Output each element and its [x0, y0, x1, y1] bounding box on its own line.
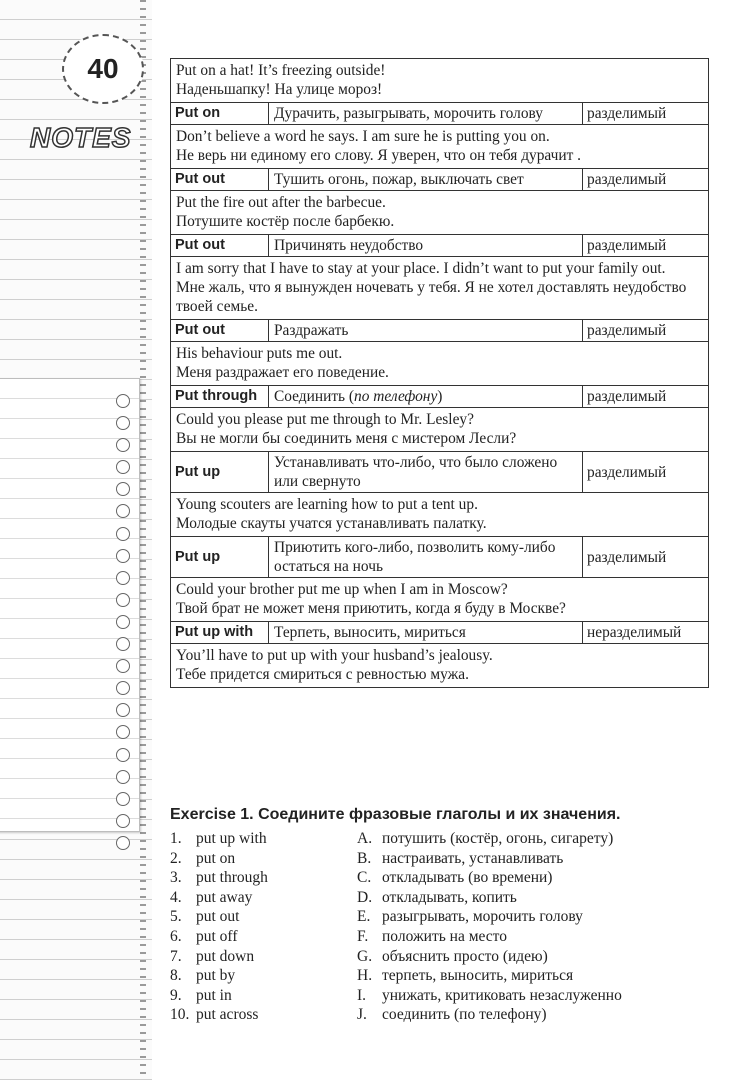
binder-ring-icon [116, 770, 130, 784]
example-english: Don’t believe a word he says. I am sure he is putting you on. [176, 128, 550, 145]
phrasal-verb: Put up [171, 452, 269, 493]
verb-meaning: Устанавливать что-либо, что было сложено или свернуто [269, 452, 583, 493]
item-number: 4. [170, 888, 182, 906]
example-russian: Молодые скауты учатся устанавливать палатку. [176, 515, 487, 532]
binder-ring-icon [116, 615, 130, 629]
verb-type: разделимый [583, 169, 709, 191]
item-letter: B. [357, 849, 372, 867]
meaning-italic: по телефону [354, 388, 438, 405]
item-definition: положить на место [382, 927, 507, 945]
notes-column [0, 0, 152, 1080]
exercise-item [170, 849, 730, 869]
verb-row [171, 103, 709, 125]
phrasal-verb: Put out [171, 320, 269, 342]
verb-meaning: Соединить (по телефону) [269, 386, 583, 408]
verb-meaning: Терпеть, выносить, мириться [269, 622, 583, 644]
example-russian: Твой брат не может меня приютить, когда я буду в Москве? [176, 600, 566, 617]
item-letter: H. [357, 967, 373, 985]
exercise-item [170, 986, 730, 1006]
exercise-item [170, 868, 730, 888]
example-russian: Потушите костёр после барбекю. [176, 213, 395, 230]
item-definition: откладывать (во времени) [382, 869, 553, 887]
phrasal-verb: Put out [171, 235, 269, 257]
item-number: 8. [170, 967, 182, 985]
example-cell [171, 493, 709, 537]
phrasal-verb: Put up with [171, 622, 269, 644]
item-verb: put away [196, 888, 253, 906]
binder-ring-icon [116, 659, 130, 673]
verb-meaning: Тушить огонь, пожар, выключать свет [269, 169, 583, 191]
item-verb: put on [196, 849, 236, 867]
example-cell [171, 59, 709, 103]
phrasal-verbs-table [170, 58, 709, 688]
exercise-item [170, 966, 730, 986]
verb-meaning: Дурачить, разыгрывать, морочить голову [269, 103, 583, 125]
example-cell [171, 191, 709, 235]
binder-ring-icon [116, 504, 130, 518]
item-verb: put by [196, 967, 236, 985]
phrasal-verb: Put up [171, 537, 269, 578]
example-english: Young scouters are learning how to put a tent up. [176, 496, 478, 513]
example-row [171, 644, 709, 688]
example-cell [171, 125, 709, 169]
binder-ring-icon [116, 527, 130, 541]
item-definition: соединить (по телефону) [382, 1006, 547, 1024]
verb-row [171, 320, 709, 342]
item-letter: G. [357, 947, 373, 965]
exercise-list [170, 829, 730, 1025]
item-number: 1. [170, 830, 182, 847]
verb-type: неразделимый [583, 622, 709, 644]
item-definition: потушить (костёр, огонь, сигарету) [382, 830, 614, 847]
item-number: 6. [170, 927, 182, 945]
example-english: Put the fire out after the barbecue. [176, 194, 386, 211]
example-row [171, 257, 709, 320]
verb-type: разделимый [583, 320, 709, 342]
example-row [171, 493, 709, 537]
example-cell [171, 578, 709, 622]
binder-ring-icon [116, 792, 130, 806]
item-letter: E. [357, 908, 371, 926]
exercise-title: Exercise 1. Соедините фразовые глаголы и их значения. [170, 806, 621, 823]
binder-ring-icon [116, 814, 130, 828]
verb-row [171, 537, 709, 578]
item-definition: настраивать, устанавливать [382, 849, 564, 867]
item-letter: I. [357, 986, 367, 1004]
binder-ring-icon [116, 836, 130, 850]
item-verb: put through [196, 869, 268, 887]
page-number: 40 [62, 34, 144, 104]
item-definition: терпеть, выносить, мириться [382, 967, 574, 985]
item-definition: откладывать, копить [382, 888, 517, 906]
example-row [171, 342, 709, 386]
item-definition: разыгрывать, морочить голову [382, 908, 583, 926]
item-number: 9. [170, 986, 182, 1004]
item-letter: J. [357, 1006, 367, 1024]
item-letter: C. [357, 869, 372, 887]
binder-ring-icon [116, 681, 130, 695]
example-english: Put on a hat! It’s freezing outside! [176, 62, 386, 79]
example-row [171, 191, 709, 235]
example-russian: Мне жаль, что я вынужден ночевать у тебя. Я не хотел доставлять неудобство твоей семье. [176, 279, 687, 315]
example-english: You’ll have to put up with your husband’s jealousy. [176, 647, 493, 664]
item-verb: put out [196, 908, 240, 926]
binder-ring-icon [116, 460, 130, 474]
item-verb: put up with [196, 830, 267, 847]
verb-row [171, 386, 709, 408]
item-number: 10. [170, 1006, 190, 1024]
item-number: 5. [170, 908, 182, 926]
exercise-item [170, 907, 730, 927]
verb-type: разделимый [583, 537, 709, 578]
example-row [171, 408, 709, 452]
example-cell [171, 644, 709, 688]
example-russian: Меня раздражает его поведение. [176, 364, 389, 381]
notes-label: NOTES [30, 122, 132, 153]
binder-ring-icon [116, 571, 130, 585]
binder-ring-icon [116, 725, 130, 739]
item-verb: put across [196, 1006, 259, 1024]
phrasal-verb: Put through [171, 386, 269, 408]
example-cell [171, 342, 709, 386]
example-russian: Тебе придется смириться с ревностью мужа. [176, 666, 469, 683]
example-russian: Не верь ни единому его слову. Я уверен, что он тебя дурачит . [176, 147, 582, 164]
item-letter: A. [357, 830, 373, 847]
verb-meaning: Приютить кого-либо, позволить кому-либо остаться на ночь [269, 537, 583, 578]
binder-rings [116, 394, 138, 858]
item-letter: F. [357, 927, 369, 945]
binder-ring-icon [116, 703, 130, 717]
item-verb: put down [196, 947, 255, 965]
example-english: His behaviour puts me out. [176, 345, 343, 362]
exercise-item [170, 829, 730, 849]
example-row [171, 125, 709, 169]
example-english: I am sorry that I have to stay at your place. I didn’t want to put your family out. [176, 260, 666, 277]
example-cell [171, 257, 709, 320]
verb-row [171, 169, 709, 191]
verb-row [171, 622, 709, 644]
verb-meaning: Причинять неудобство [269, 235, 583, 257]
item-number: 7. [170, 947, 182, 965]
item-verb: put in [196, 986, 232, 1004]
verb-row [171, 235, 709, 257]
item-definition: объяснить просто (идею) [382, 947, 548, 965]
example-english: Could you please put me through to Mr. Lesley? [176, 411, 474, 428]
binder-ring-icon [116, 637, 130, 651]
item-number: 2. [170, 849, 182, 867]
exercise-item [170, 1005, 730, 1025]
example-russian: Вы не могли бы соединить меня с мистером Лесли? [176, 430, 517, 447]
exercise-item [170, 888, 730, 908]
item-number: 3. [170, 869, 182, 887]
verb-row [171, 452, 709, 493]
example-russian: Наденьшапку! На улице мороз! [176, 81, 383, 98]
exercise-item [170, 927, 730, 947]
verb-type: разделимый [583, 452, 709, 493]
phrasal-verb: Put on [171, 103, 269, 125]
example-cell [171, 408, 709, 452]
binder-ring-icon [116, 593, 130, 607]
binder-ring-icon [116, 416, 130, 430]
example-row [171, 578, 709, 622]
example-row [171, 59, 709, 103]
verb-meaning: Раздражать [269, 320, 583, 342]
binder-ring-icon [116, 549, 130, 563]
phrasal-verb: Put out [171, 169, 269, 191]
binder-ring-icon [116, 482, 130, 496]
verb-type: разделимый [583, 235, 709, 257]
verb-type: разделимый [583, 386, 709, 408]
item-letter: D. [357, 888, 373, 906]
item-verb: put off [196, 927, 238, 945]
binder-ring-icon [116, 394, 130, 408]
spiral-binding [140, 0, 146, 1080]
example-english: Could your brother put me up when I am in Moscow? [176, 581, 508, 598]
item-definition: унижать, критиковать незаслуженно [382, 986, 622, 1004]
binder-ring-icon [116, 438, 130, 452]
exercise-item [170, 947, 730, 967]
binder-ring-icon [116, 748, 130, 762]
verb-type: разделимый [583, 103, 709, 125]
